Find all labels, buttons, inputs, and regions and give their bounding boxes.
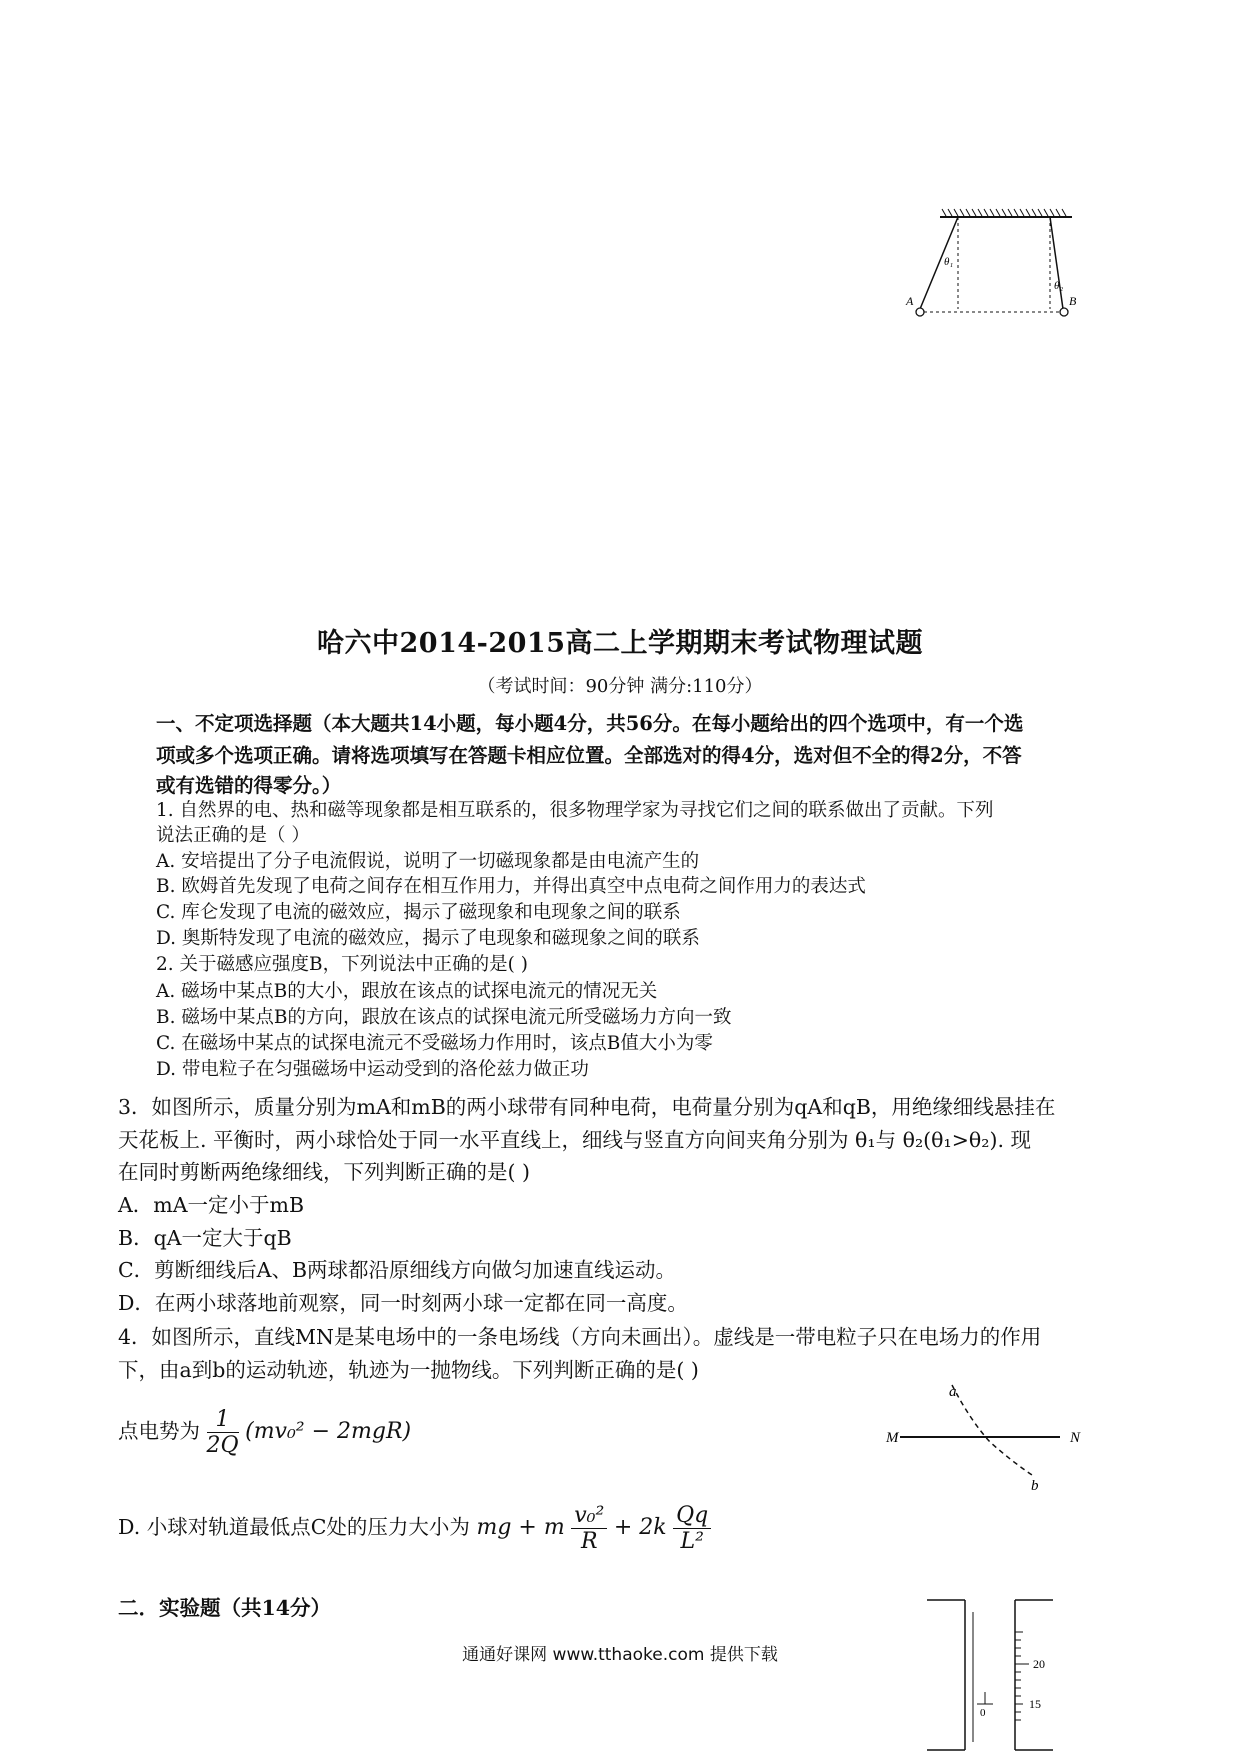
q1-stem1: 1. 自然界的电、热和磁等现象都是相互联系的，很多物理学家为寻找它们之间的联系做出了贡献。下列: [156, 800, 994, 821]
tick-0: 0: [980, 1707, 986, 1719]
q1-stem2: 说法正确的是（ ）: [156, 825, 310, 846]
section1-line1: 一、不定项选择题（本大题共14小题，每小题4分，共56分。在每小题给出的四个选项中，有一个选: [156, 712, 1024, 735]
q2-stem: 2. 关于磁感应强度B，下列说法中正确的是( ): [156, 954, 528, 975]
potential-frac-den: 2Q: [206, 1433, 239, 1458]
q3-option-b: B．qA一定大于qB: [118, 1226, 292, 1250]
q3-stem1: 3．如图所示，质量分别为mA和mB的两小球带有同种电荷，电荷量分别为qA和qB，用绝缘细线悬挂在: [118, 1095, 1056, 1119]
option-d-expression: [118, 1503, 711, 1554]
section2-heading: 二．实验题（共14分）: [118, 1596, 332, 1620]
q1-option-b: B. 欧姆首先发现了电荷之间存在相互作用力，并得出真空中点电荷之间作用力的表达式: [156, 876, 866, 897]
tick-15: 15: [1029, 1697, 1041, 1711]
potential-frac-num: 1: [207, 1407, 239, 1433]
label-b: B: [1069, 294, 1077, 308]
section1-line2: 项或多个选项正确。请将选项填写在答题卡相应位置。全部选对的得4分，选对但不全的得2分，不答: [156, 744, 1022, 767]
potential-expression: [118, 1407, 411, 1458]
q1-option-c: C. 库仑发现了电流的磁效应，揭示了磁现象和电现象之间的联系: [156, 902, 681, 923]
label-n: N: [1070, 1430, 1081, 1446]
section1-line3: 或有选错的得零分。）: [156, 774, 342, 797]
option-d-frac2: [673, 1503, 711, 1554]
label-b-point: b: [1031, 1478, 1039, 1494]
q1-option-a: A. 安培提出了分子电流假说，说明了一切磁现象都是由电流产生的: [156, 851, 700, 872]
option-d-frac1-den: R: [580, 1529, 598, 1554]
exam-info: （考试时间：90分钟 满分:110分）: [477, 676, 763, 697]
pendulum-figure: [900, 205, 1090, 320]
footer: 通通好课网 www.tthaoke.com 提供下载: [462, 1645, 778, 1665]
potential-expr: (mv₀² − 2mgR): [245, 1419, 412, 1444]
tick-20: 20: [1033, 1657, 1045, 1671]
q4-stem2: 下，由a到b的运动轨迹，轨迹为一抛物线。下列判断正确的是( ): [118, 1358, 699, 1382]
page-title: 哈六中2014-2015高二上学期期末考试物理试题: [317, 628, 923, 659]
q3-option-a: A．mA一定小于mB: [118, 1193, 305, 1217]
option-d-frac1: [571, 1503, 607, 1554]
q3-option-d: D．在两小球落地前观察，同一时刻两小球一定都在同一高度。: [118, 1291, 688, 1315]
potential-prefix: 点电势为: [118, 1419, 200, 1443]
option-d-prefix: D. 小球对轨道最低点C处的压力大小为: [118, 1515, 470, 1539]
option-d-frac2-den: L²: [680, 1529, 704, 1554]
option-d-expr2: + 2k: [613, 1515, 667, 1540]
q3-option-c: C．剪断细线后A、B两球都沿原细线方向做匀加速直线运动。: [118, 1258, 677, 1282]
label-m: M: [886, 1430, 899, 1446]
q2-option-b: B. 磁场中某点B的方向，跟放在该点的试探电流元所受磁场力方向一致: [156, 1007, 732, 1028]
option-d-frac2-num: Qq: [673, 1503, 711, 1529]
q1-option-d: D. 奥斯特发现了电流的磁效应，揭示了电现象和磁现象之间的联系: [156, 928, 700, 949]
label-a-point: a: [949, 1384, 957, 1400]
option-d-expr1: mg + m: [476, 1515, 565, 1540]
gauge-figure: [925, 1592, 1065, 1752]
option-d-frac1-num: v₀²: [571, 1503, 607, 1529]
q2-option-d: D. 带电粒子在匀强磁场中运动受到的洛伦兹力做正功: [156, 1059, 589, 1080]
q3-stem3: 在同时剪断两绝缘细线，下列判断正确的是( ): [118, 1160, 531, 1184]
q3-stem2: 天花板上. 平衡时，两小球恰处于同一水平直线上，细线与竖直方向间夹角分别为 θ₁与 θ₂(θ₁>θ₂). 现: [118, 1128, 1032, 1152]
potential-fraction: [207, 1407, 239, 1458]
q2-option-c: C. 在磁场中某点的试探电流元不受磁场力作用时，该点B值大小为零: [156, 1033, 713, 1054]
field-line-figure: [880, 1380, 1100, 1495]
label-theta2: θ₂: [1054, 280, 1064, 292]
label-theta1: θ₁: [944, 256, 954, 268]
q4-stem1: 4．如图所示，直线MN是某电场中的一条电场线（方向未画出）。虚线是一带电粒子只在电场力的作用: [118, 1325, 1042, 1349]
label-a: A: [906, 294, 914, 308]
q2-option-a: A. 磁场中某点B的大小，跟放在该点的试探电流元的情况无关: [156, 981, 658, 1002]
